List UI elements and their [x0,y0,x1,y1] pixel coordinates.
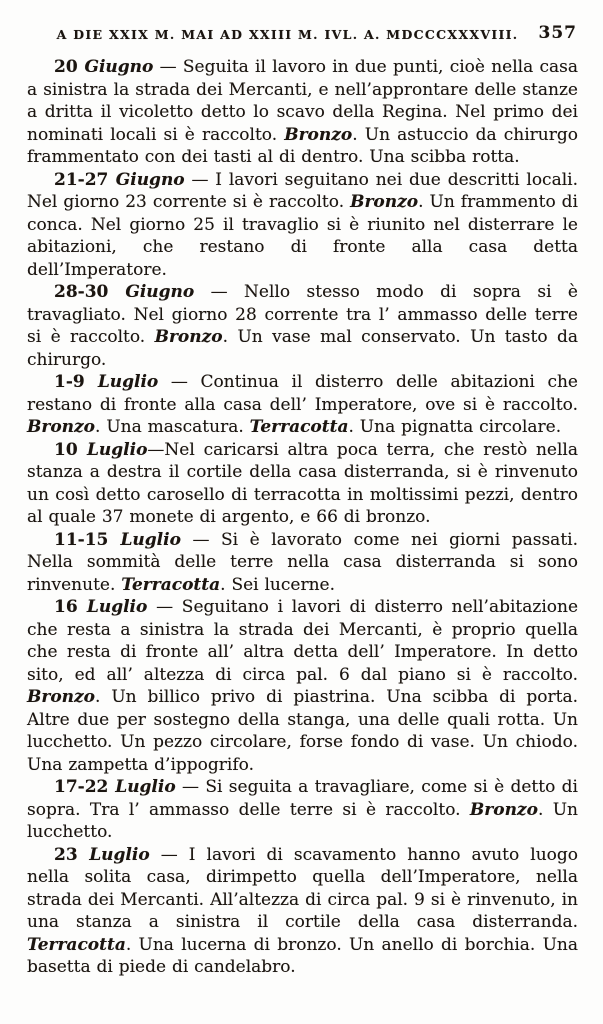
date-number: 16 [54,597,87,617]
date-number: 23 [54,844,90,865]
date-number: 1-9 [54,372,98,392]
emphasis-text: Terracotta [249,417,349,437]
emphasis-text: Luglio [86,439,148,460]
date-number: 21-27 [54,169,116,190]
page-header [27,23,578,49]
text-segment: . Un billico privo di piastrina. Una scibba di porta. Altre due per sostegno della stanga, una delle quali rotta. Un lucchetto. Un pezzo circolare, forse fondo di vase. Un chiodo. Una zampetta d’ippogrifo. [27,687,578,775]
paragraph [27,529,578,597]
text-segment: . Una lucerna di bronzo. Un anello di borchia. Una basetta di piede di candelabro. [27,934,578,977]
emphasis-text: Giugno [84,57,154,77]
emphasis-text: Bronzo [350,192,419,212]
text-segment: . Un astuccio da chirurgo frammentato con dei tasti al di dentro. Una scibba rotta. [27,124,578,167]
text-segment: . Un lucchetto. [27,799,578,842]
paragraph [27,281,578,371]
paragraph [27,596,578,776]
date-number: 17-22 [54,777,116,797]
paragraph [27,439,578,529]
text-segment: — Seguitano i lavori di disterro nell’abitazione che resta a sinistra la strada dei Mercanti, è proprio quella che resta di fronte all’ altra detta dell’ Imperatore. In detto sito, ed all’ altezza di circa pal. 6 dal piano si è raccolto. [27,597,578,685]
text-segment: — Si è lavorato come nei giorni passati. Nella sommità delle terre nella casa disterranda si sono rinvenute. [27,529,578,595]
text-segment: —Nel caricarsi altra poca terra, che restò nella stanza a destra il cortile della casa disterranda, si è rinvenuto un così detto carosello di terracotta in moltissimi pezzi, dentro al quale 37 monete di argento, e 66 di bronzo. [27,439,579,527]
emphasis-text: Bronzo [469,799,538,820]
emphasis-text: Giugno [115,169,185,190]
emphasis-text: Giugno [125,282,195,302]
date-number: 20 [54,57,85,77]
emphasis-text: Bronzo [27,687,96,707]
emphasis-text: Bronzo [27,417,96,437]
emphasis-text: Terracotta [27,934,126,955]
text-segment: — Si seguita a travagliare, come si è detto di sopra. Tra l’ ammasso delle terre si è raccolto. [27,777,578,820]
emphasis-text: Bronzo [154,327,223,347]
date-number: 28-30 [54,282,126,302]
paragraph [27,844,578,979]
paragraph [27,371,578,439]
text-segment: . Un vase mal conservato. Un tasto da chirurgo. [27,327,578,370]
paragraph [27,169,578,282]
text-segment: . Sei lucerne. [220,574,336,595]
emphasis-text: Luglio [89,844,150,865]
emphasis-text: Bronzo [284,124,353,145]
emphasis-text: Luglio [86,597,148,617]
emphasis-text: Luglio [97,372,159,392]
paragraph [27,56,578,169]
text-segment: . Un frammento di conca. Nel giorno 25 il travaglio si è riunito nel disterrare le abitazioni, che restano di fronte alla casa detta dell’Imperatore. [27,192,578,280]
emphasis-text: Luglio [120,529,181,550]
emphasis-text: Luglio [115,777,176,797]
text-segment: — I lavori seguitano nei due descritti locali. Nel giorno 23 corrente si è raccolto. [27,169,578,212]
text-segment: — Nello stesso modo di sopra si è travagliato. Nel giorno 28 corrente tra l’ ammasso delle terre si è raccolto. [27,282,578,347]
text-segment: . Una pignatta circolare. [348,417,562,437]
text-segment: . Una mascatura. [95,417,250,437]
running-title: A DIE XXIX M. MAI AD XXIII M. IVL. A. MDCCCXXXVIII. [56,27,519,42]
emphasis-text: Terracotta [121,574,221,595]
text-segment: — Continua il disterro delle abitazioni che restano di fronte alla casa dell’ Imperatore, ove si è raccolto. [27,372,578,415]
date-number: 11-15 [54,529,121,550]
date-number: 10 [54,439,87,460]
text-segment: — I lavori di scavamento hanno avuto luogo nella solita casa, dirimpetto quella dell’Imperatore, nella strada dei Mercanti. All’altezza di circa pal. 9 si è rinvenuto, in una stanza a sinistra il cortile della casa disterranda. [27,844,579,932]
page-number: 357 [538,23,577,43]
page-body [27,56,578,979]
text-segment: — Seguita il lavoro in due punti, cioè nella casa a sinistra la strada dei Mercanti, e nell’approntare delle stanze a dritta il vicoletto detto lo scavo della Regina. Nel primo dei nominati locali si è raccolto. [27,57,578,145]
paragraph [27,776,578,844]
